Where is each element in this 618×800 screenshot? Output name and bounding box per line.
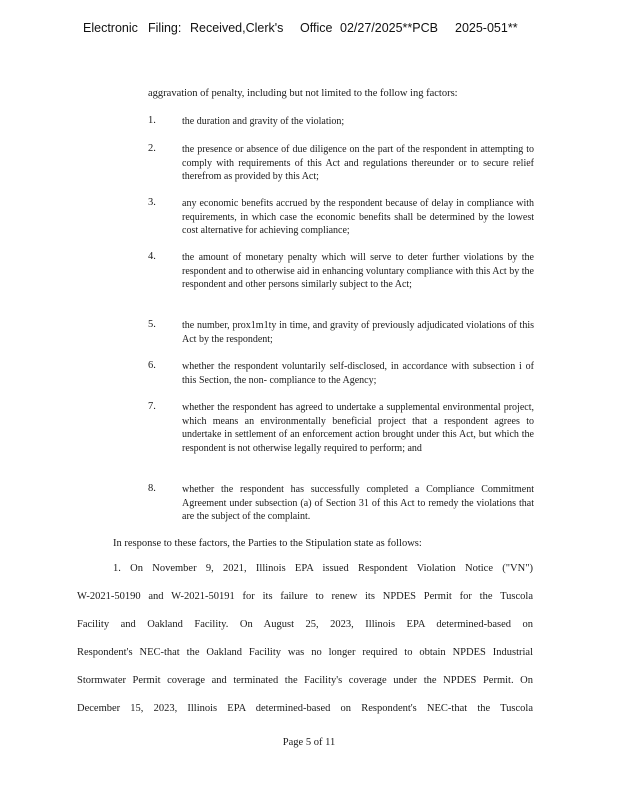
- factor-number: 1.: [148, 115, 156, 126]
- paragraph-line: December 15, 2023, Illinois EPA determined-based on Respondent's NEC-that the Tuscola: [77, 703, 533, 714]
- header-office: Office: [300, 21, 333, 35]
- header-received: Received,Clerk's: [190, 21, 284, 35]
- page-number: Page 5 of 11: [282, 737, 336, 748]
- paragraph-line: W-2021-50190 and W-2021-50191 for its failure to renew its NPDES Permit for the Tuscola: [77, 591, 533, 602]
- factor-text: the amount of monetary penalty which will serve to deter further violations by the respondent and to otherwise aid in enhancing voluntary compliance with this Act by the respondent and other persons similarly subject to the Act;: [182, 252, 534, 291]
- filing-stamp-header: [83, 21, 523, 37]
- factor-number: 5.: [148, 319, 156, 330]
- factor-text: whether the respondent has successfully completed a Compliance Commitment Agreement under subsection (a) of Section 31 of this Act to remedy the violations that are the subject of the complaint.: [182, 484, 534, 523]
- factor-number: 6.: [148, 360, 156, 371]
- factors-intro: aggravation of penalty, including but not limited to the follow ing factors:: [148, 88, 458, 99]
- header-electronic: Electronic: [83, 21, 138, 35]
- response-intro: In response to these factors, the Parties to the Stipulation state as follows:: [113, 538, 422, 549]
- factor-text: any economic benefits accrued by the respondent because of delay in compliance with requirements, in which case the economic benefits shall be determined by the lowest cost alternative for achieving compliance;: [182, 198, 534, 237]
- factor-number: 8.: [148, 483, 156, 494]
- factor-text: the presence or absence of due diligence on the part of the respondent in attempting to comply with requirements of this Act and regulations thereunder or to secure relief therefrom as provided by this Act;: [182, 144, 534, 183]
- factor-text: the duration and gravity of the violation;: [182, 116, 345, 127]
- header-date: 02/27/2025**PCB: [340, 21, 438, 35]
- header-case-number: 2025-051**: [455, 21, 518, 35]
- factor-text: whether the respondent voluntarily self-disclosed, in accordance with subsection i of this Section, the non- compliance to the Agency;: [182, 361, 534, 386]
- paragraph-line: 1. On November 9, 2021, Illinois EPA issued Respondent Violation Notice ("VN"): [113, 563, 533, 574]
- factor-text: whether the respondent has agreed to undertake a supplemental environmental project, which means an environmentally beneficial project that a respondent agrees to undertake in settlement of an enforcement action brought under this Act, but which the respondent is not otherwise legally required to perform; and: [182, 402, 534, 454]
- factor-number: 3.: [148, 197, 156, 208]
- paragraph-line: Stormwater Permit coverage and terminated the Facility's coverage under the NPDES Permit. On: [77, 675, 533, 686]
- factor-number: 2.: [148, 143, 156, 154]
- paragraph-line: Facility and Oakland Facility. On August 25, 2023, Illinois EPA determined-based on: [77, 619, 533, 630]
- paragraph-line: Respondent's NEC-that the Oakland Facility was no longer required to obtain NPDES Industrial: [77, 647, 533, 658]
- factor-number: 4.: [148, 251, 156, 262]
- header-filing: Filing:: [148, 21, 182, 35]
- factor-text: the number, prox1m1ty in time, and gravity of previously adjudicated violations of this Act by the respondent;: [182, 320, 534, 345]
- factor-number: 7.: [148, 401, 156, 412]
